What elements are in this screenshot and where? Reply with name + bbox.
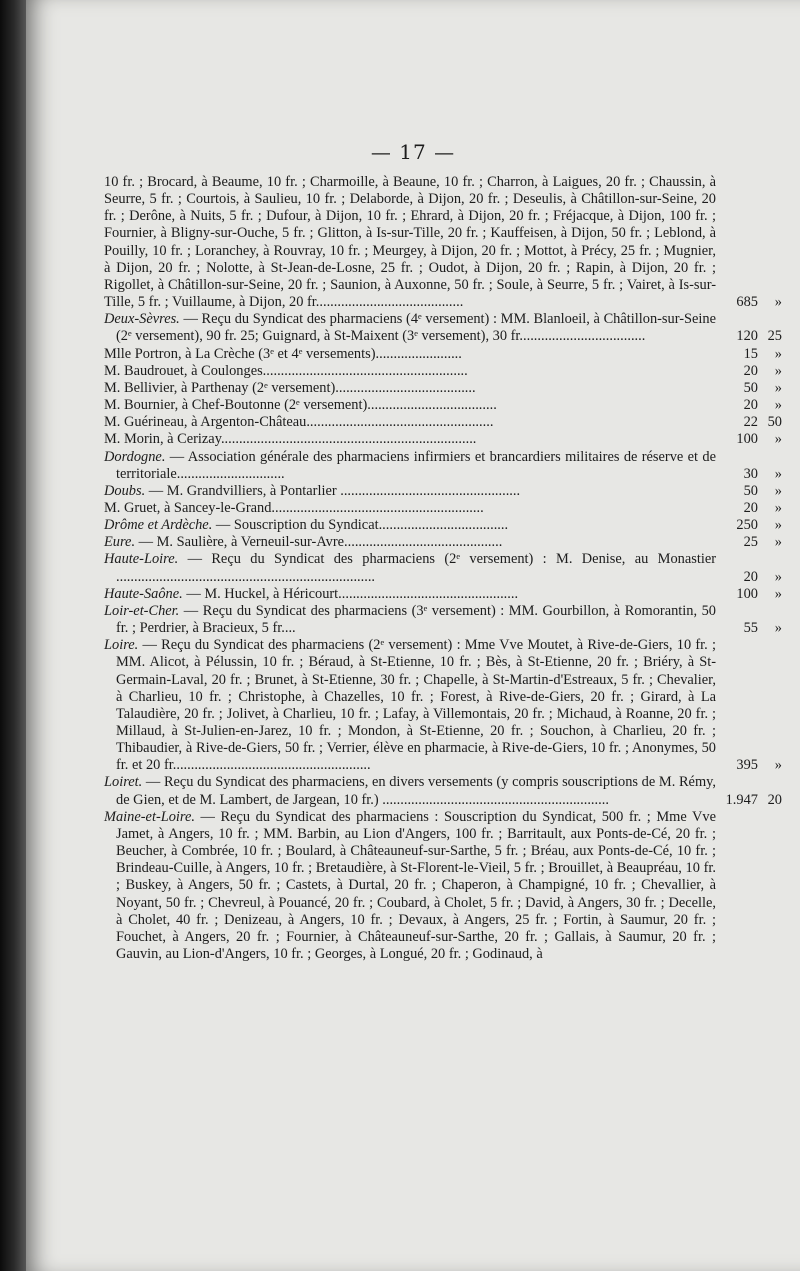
amount-centimes: 25 (767, 328, 782, 345)
list-entry (104, 534, 782, 551)
amount-francs: 250 (736, 517, 758, 534)
list-entry (104, 602, 782, 637)
entry-text (104, 414, 716, 431)
entry-amount (718, 328, 790, 345)
list-entry (104, 637, 782, 774)
entry-amount (718, 586, 790, 603)
entry-body: 10 fr. ; Brocard, à Beaume, 10 fr. ; Charmoille, à Beaune, 10 fr. ; Charron, à Laigues, 20 fr. ; Chaussin, à Seurre, 5 fr. ; Courtois, à Saulieu, 10 fr. ; Delaborde, à Dijon, 20 fr. ; Deseulis, à Châtillon-sur-Seine, 20 fr. ; Derône, à Nuits, 5 fr. ; Dufour, à Dijon, 10 fr. ; Ehrard, à Dijon, 20 fr. ; Fréjacque, à Dijon, 100 fr. ; Fournier, à Bligny-sur-Ouche, 5 fr. ; Glitton, à Is-sur-Tille, 20 fr. ; Kauffeisen, à Dijon, 50 fr. ; Leblond, à Pouilly, 10 fr. ; Loranchey, à Rouvray, 10 fr. ; Meurgey, à Dijon, 20 fr. ; Mottot, à Précy, 25 fr. ; Mugnier, à Dijon, 20 fr. ; Nolotte, à St-Jean-de-Losne, 25 fr. ; Oudot, à Dijon, 20 fr. ; Rapin, à Dijon, 20 fr. ; Rigollet, à Châtillon-sur-Seine, 20 fr. ; Saunion, à Auxonne, 50 fr. ; Soule, à Seurre, 5 fr. ; Vairet, à Is-sur-Tille, 5 fr. ; Vuillaume, à Dijon, 20 fr......................................... (104, 174, 716, 311)
subscription-list (104, 174, 782, 963)
entry-amount (718, 946, 790, 963)
amount-centimes: » (774, 499, 782, 516)
entry-body: — Reçu du Syndicat des pharmaciens (2ᵉ versement) : M. Denise, au Monastier ........................................................................ (116, 551, 716, 585)
entry-text (104, 534, 716, 551)
department-name: Doubs. (104, 482, 146, 499)
department-name: Loiret. (104, 774, 143, 791)
entry-body: — Reçu du Syndicat des pharmaciens (4ᵉ versement) : MM. Blanloeil, à Châtillon-sur-Seine (2ᵉ versement), 90 fr. 25; Guignard, à St-Maixent (3ᵉ versement), 30 fr................................... (116, 311, 716, 345)
amount-centimes: » (774, 397, 782, 414)
entry-amount (718, 483, 790, 500)
entry-body: — Reçu du Syndicat des pharmaciens (2ᵉ versement) : Mme Vve Moutet, à Rive-de-Giers, 10 fr. ; MM. Alicot, à Pélussin, 10 fr. ; Béraud, à St-Etienne, 10 fr. ; Bès, à St-Etienne, 20 fr. ; Briéry, à St-Germain-Laval, 20 fr. ; Brunet, à St-Etienne, 30 fr. ; Chapelle, à St-Martin-d'Estreaux, 5 fr. ; Chevalier, à Charlieu, 10 fr. ; Christophe, à Chazelles, 10 fr. ; Forest, à Rive-de-Giers, 20 fr. ; Girard, à La Talaudière, 20 fr. ; Jolivet, à Charlieu, 10 fr. ; Lafay, à Villemontais, 20 fr. ; Michaud, à Roanne, 20 fr. ; Millaud, à St-Julien-en-Jarez, 10 fr. ; Mondon, à St-Etienne, 20 fr. ; Souchon, à Charlieu, 20 fr. ; Thibaudier, à Rive-de-Giers, 50 fr. ; Verrier, élève en pharmacie, à Rive-de-Giers, 10 fr. ; Anonymes, 50 fr. et 20 fr....................................................... (116, 637, 716, 774)
amount-francs: 22 (743, 414, 758, 431)
amount-francs: 20 (743, 568, 758, 585)
entry-body: — M. Huckel, à Héricourt.................................................. (182, 585, 519, 602)
entry-text (104, 449, 716, 483)
amount-francs: 100 (736, 585, 758, 602)
amount-centimes: 20 (767, 791, 782, 808)
entry-body: — Reçu du Syndicat des pharmaciens (3ᵉ versement) : MM. Gourbillon, à Romorantin, 50 fr. ; Perdrier, à Bracieux, 5 fr.... (116, 602, 716, 637)
entry-body: M. Morin, à Cerizay....................................................................... (104, 431, 477, 448)
entry-amount (718, 620, 790, 637)
entry-text (104, 774, 716, 808)
department-name: Dordogne. (104, 448, 166, 465)
entry-text (104, 603, 716, 637)
amount-centimes: » (774, 517, 782, 534)
entry-amount (718, 757, 790, 774)
amount-centimes: » (774, 585, 782, 602)
amount-centimes: » (774, 294, 782, 311)
list-entry (104, 379, 782, 397)
list-entry (104, 362, 782, 380)
book-binding-edge (0, 0, 26, 1271)
entry-body: — Reçu du Syndicat des pharmaciens : Souscription du Syndicat, 500 fr. ; Mme Vve Jamet, à Angers, 10 fr. ; MM. Barbin, au Lion d'Angers, 100 fr. ; Barritault, aux Ponts-de-Cé, 20 fr. ; Beucher, à Combrée, 10 fr. ; Boulard, à Châteauneuf-sur-Sarthe, 5 fr. ; Bréau, aux Ponts-de-Cé, 10 fr. ; Brindeau-Cuille, à Angers, 10 fr. ; Bretaudière, à St-Florent-le-Vieil, 5 fr. ; Brouillet, à Beaupréau, 10 fr. ; Buskey, à Angers, 50 fr. ; Castets, à Durtal, 20 fr. ; Chaperon, à Champigné, 10 fr. ; Chevallier, à Noyant, 50 fr. ; Chevreul, à Pouancé, 20 fr. ; Coubard, à Cholet, 5 fr. ; David, à Angers, 30 fr. ; Decelle, à Cholet, 40 fr. ; Denizeau, à Angers, 10 fr. ; Devaux, à Angers, 25 fr. ; Fortin, à Saumur, 20 fr. ; Fouchet, à Angers, 20 fr. ; Fournier, à Châteauneuf-sur-Sarthe, 20 fr. ; Gallais, à Saumur, 20 fr. ; Gauvin, au Lion-d'Angers, 10 fr. ; Georges, à Longué, 20 fr. ; Godinaud, à (116, 808, 716, 963)
list-entry (104, 311, 782, 345)
list-entry (104, 585, 782, 603)
entry-body: — M. Grandvilliers, à Pontarlier .................................................. (145, 482, 521, 499)
entry-text (104, 483, 716, 500)
amount-francs: 55 (743, 620, 758, 637)
amount-francs: 120 (736, 328, 758, 345)
entry-text (104, 397, 716, 414)
entry-amount (718, 792, 790, 809)
amount-francs: 100 (736, 431, 758, 448)
department-name: Haute-Loire. (104, 551, 179, 568)
list-entry (104, 551, 782, 585)
amount-centimes: » (774, 482, 782, 499)
amount-centimes: » (774, 534, 782, 551)
amount-francs: 685 (736, 294, 758, 311)
entry-body: — Souscription du Syndicat.................................... (212, 517, 509, 534)
department-name: Maine-et-Loire. (104, 808, 195, 825)
amount-centimes: » (774, 431, 782, 448)
department-name: Haute-Saône. (104, 585, 183, 602)
list-entry (104, 431, 782, 448)
entry-amount (718, 569, 790, 586)
department-name: Loire. (104, 637, 139, 654)
amount-centimes: » (774, 362, 782, 379)
department-name: Drôme et Ardèche. (104, 517, 213, 534)
amount-francs: 395 (736, 757, 758, 774)
entry-text (104, 500, 716, 517)
entry-text (104, 380, 716, 397)
entry-body: — Reçu du Syndicat des pharmaciens, en divers versements (y compris souscriptions de M. Rémy, de Gien, et de M. Lambert, de Jargean, 10 fr.) ............................................................... (116, 774, 716, 808)
entry-amount (718, 363, 790, 380)
amount-centimes: » (774, 345, 782, 362)
amount-francs: 30 (743, 465, 758, 482)
list-entry (104, 499, 782, 517)
entry-text (104, 809, 716, 963)
entry-body: M. Bellivier, à Parthenay (2ᵉ versement)....................................... (104, 379, 476, 396)
entry-text (104, 517, 716, 534)
list-entry (104, 397, 782, 414)
entry-body: M. Guérineau, à Argenton-Château.................................................... (104, 414, 494, 431)
list-entry (104, 174, 782, 311)
entry-amount (718, 380, 790, 397)
entry-text (104, 586, 716, 603)
department-name: Eure. (104, 534, 136, 551)
entry-amount (718, 466, 790, 483)
list-entry (104, 517, 782, 534)
entry-body: M. Gruet, à Sancey-le-Grand........................................................... (104, 499, 484, 516)
entry-text (104, 363, 716, 380)
entry-body: M. Bournier, à Chef-Boutonne (2ᵉ versement).................................... (104, 397, 497, 414)
entry-body: — M. Saulière, à Verneuil-sur-Avre............................................ (135, 534, 503, 551)
amount-centimes: » (774, 620, 782, 637)
entry-text (104, 174, 716, 311)
amount-centimes: » (774, 465, 782, 482)
entry-text (104, 346, 716, 363)
book-page (26, 0, 800, 1271)
entry-amount (718, 500, 790, 517)
list-entry (104, 774, 782, 808)
amount-centimes: » (774, 757, 782, 774)
amount-francs: 50 (743, 482, 758, 499)
list-entry (104, 414, 782, 431)
amount-francs: 1.947 (725, 791, 758, 808)
amount-francs: 25 (743, 534, 758, 551)
list-entry (104, 448, 782, 483)
entry-amount (718, 346, 790, 363)
entry-text (104, 311, 716, 345)
list-entry (104, 345, 782, 363)
department-name: Deux-Sèvres. (104, 311, 180, 328)
page-number: — 17 — (370, 140, 456, 164)
entry-body: Mlle Portron, à La Crèche (3ᵉ et 4ᵉ versements)........................ (104, 345, 462, 362)
entry-amount (718, 431, 790, 448)
entry-text (104, 431, 716, 448)
amount-francs: 50 (743, 379, 758, 396)
amount-francs: 20 (743, 362, 758, 379)
department-name: Loir-et-Cher. (104, 602, 180, 619)
amount-francs: 20 (743, 397, 758, 414)
entry-text (104, 551, 716, 585)
entry-text (104, 637, 716, 774)
amount-francs: 15 (743, 345, 758, 362)
entry-amount (718, 517, 790, 534)
amount-centimes: 50 (767, 414, 782, 431)
amount-centimes: » (774, 379, 782, 396)
entry-amount (718, 294, 790, 311)
amount-centimes: » (774, 568, 782, 585)
entry-body: — Association générale des pharmaciens infirmiers et brancardiers militaires de réserve et de territoriale.............................. (116, 448, 716, 482)
entry-amount (718, 414, 790, 431)
list-entry (104, 809, 716, 963)
list-entry (104, 482, 782, 500)
entry-body: M. Baudrouet, à Coulonges......................................................... (104, 362, 468, 379)
entry-amount (718, 397, 790, 414)
amount-francs: 20 (743, 499, 758, 516)
entry-amount (718, 534, 790, 551)
